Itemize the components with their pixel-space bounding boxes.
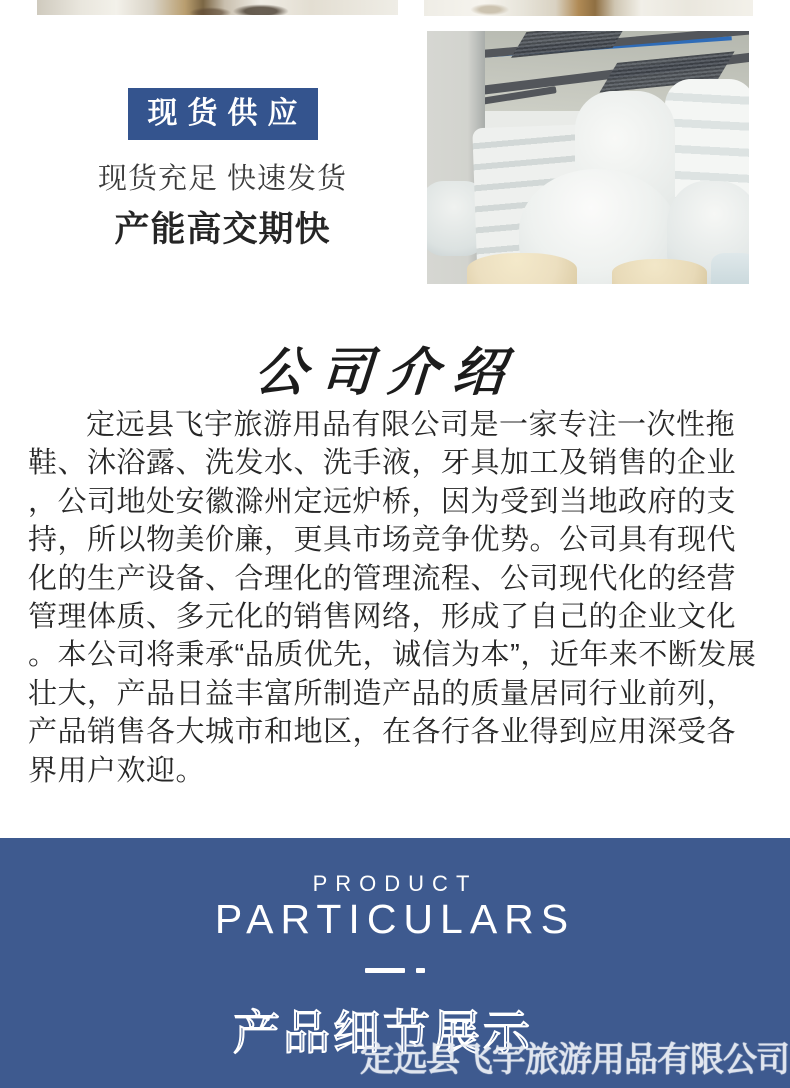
bag-bundle-cream	[612, 259, 707, 284]
bag-bundle-cream	[467, 253, 577, 284]
stock-badge: 现货供应	[128, 88, 318, 140]
divider-dot	[416, 968, 425, 973]
company-intro-paragraph: 定远县飞宇旅游用品有限公司是一家专注一次性拖鞋、沐浴露、洗发水、洗手液，牙具加工及销售的企业，公司地处安徽滁州定远炉桥，因为受到当地政府的支持，所以物美价廉，更具市场竞争优势。公司具有现代化的生产设备、合理化的管理流程、公司现代化的经营管理体质、多元化的销售网络，形成了自己的企业文化。本公司将秉承“品质优先，诚信为本”，近年来不断发展壮大，产品日益丰富所制造产品的质量居同行业前列，产品销售各大城市和地区，在各行各业得到应用深受各界用户欢迎。	[28, 409, 757, 787]
photo-vent	[511, 31, 628, 58]
warehouse-photo	[427, 31, 749, 284]
bag-bundle-blue	[711, 253, 749, 284]
company-intro-title: 公司介绍	[252, 342, 521, 403]
stock-subtitle: 现货充足 快速发货	[97, 163, 348, 195]
company-watermark: 定远县飞宇旅游用品有限公司	[360, 1041, 789, 1079]
particulars-title: PARTICULARS	[214, 896, 576, 942]
divider-line	[365, 968, 405, 973]
stock-slogan: 产能高交期快	[114, 210, 331, 249]
product-particulars-banner	[0, 838, 790, 1088]
stock-supply-block	[55, 88, 390, 252]
packing-photo-fragment	[424, 0, 753, 16]
product-details-subtitle: 产品细节展示	[233, 1006, 533, 1059]
product-eyebrow-label: PRODUCT	[312, 871, 478, 896]
banner-divider	[0, 968, 790, 973]
workshop-photo-fragment	[37, 0, 398, 15]
